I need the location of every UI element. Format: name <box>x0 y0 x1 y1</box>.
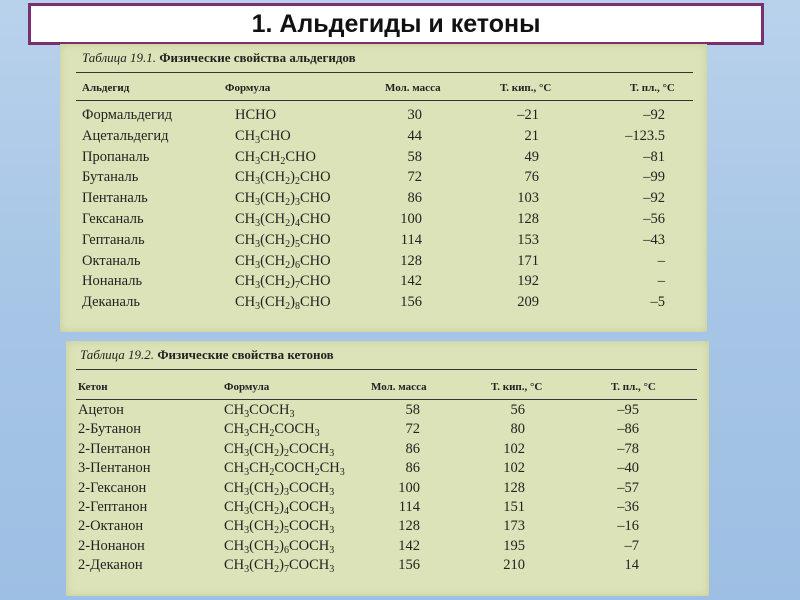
boiling-point-cell: 128 <box>517 211 539 227</box>
table-caption-text: Физические свойства кетонов <box>157 347 334 362</box>
molar-mass-cell: 142 <box>398 537 420 554</box>
melting-point-cell: –92 <box>643 107 665 123</box>
boiling-point-cell: 102 <box>503 440 525 457</box>
formula-cell: $CH_3(CH_2)_2COCH_3$ <box>224 440 335 459</box>
boiling-point-cell: 210 <box>503 557 525 574</box>
formula-cell: $CH_3(CH_2)_3CHO$ <box>235 190 331 209</box>
substance-name: 2-Бутанон <box>78 421 142 438</box>
boiling-point-cell: –21 <box>517 107 539 123</box>
molar-mass-cell: 142 <box>400 273 422 290</box>
melting-point-cell: 14 <box>624 557 639 574</box>
header-boiling-point: Т. кип., °С <box>500 82 552 94</box>
melting-point-cell: –16 <box>617 518 639 535</box>
molar-mass-cell: 86 <box>405 440 420 457</box>
melting-point-cell: –81 <box>643 148 665 165</box>
table-caption <box>82 50 356 66</box>
slide-title: 1. Альдегиды и кетоны <box>251 9 541 38</box>
formula-cell: $CH_3(CH_2)_5COCH_3$ <box>224 518 335 537</box>
slide-title-box <box>28 3 764 45</box>
substance-name: 2-Нонанон <box>78 537 145 554</box>
boiling-point-cell: 56 <box>510 402 525 418</box>
melting-point-cell: –7 <box>624 537 639 554</box>
boiling-point-cell: 171 <box>517 252 539 269</box>
top-rule <box>76 369 697 370</box>
header-mass: Мол. масса <box>371 381 427 393</box>
molar-mass-cell: 86 <box>407 190 422 207</box>
header-boiling-point: Т. кип., °С <box>491 381 543 393</box>
melting-point-cell: –99 <box>643 169 665 186</box>
header-melting-point: Т. пл., °С <box>611 381 656 393</box>
substance-name: Формальдегид <box>82 107 173 123</box>
melting-point-cell: –5 <box>650 294 665 311</box>
table-number: Таблица 19.2. <box>80 347 155 362</box>
formula-cell: $CH_3CH_2COCH_3$ <box>224 421 320 440</box>
substance-name: 2-Деканон <box>78 557 143 574</box>
formula-cell: $CH_3(CH_2)_3COCH_3$ <box>224 479 335 498</box>
substance-name: Ацетальдегид <box>82 127 169 144</box>
header-rule <box>76 100 693 101</box>
molar-mass-cell: 58 <box>405 402 420 418</box>
formula-cell: $CH_3CHO$ <box>235 127 291 146</box>
formula-cell: HCHO <box>235 107 277 123</box>
boiling-point-cell: 21 <box>524 127 539 144</box>
boiling-point-cell: 80 <box>510 421 525 438</box>
table-number: Таблица 19.1. <box>82 50 157 65</box>
melting-point-cell: –57 <box>617 479 639 496</box>
molar-mass-cell: 44 <box>407 127 422 144</box>
boiling-point-cell: 195 <box>503 537 525 554</box>
formula-cell: $CH_3(CH_2)_5CHO$ <box>235 231 331 250</box>
melting-point-cell: –78 <box>617 440 639 457</box>
formula-cell: $CH_3(CH_2)_4CHO$ <box>235 211 331 229</box>
melting-point-cell: – <box>657 273 665 290</box>
top-rule <box>76 72 693 73</box>
molar-mass-cell: 156 <box>400 294 422 311</box>
boiling-point-cell: 49 <box>524 148 539 165</box>
molar-mass-cell: 58 <box>407 148 422 165</box>
substance-name: Пентаналь <box>82 190 148 207</box>
boiling-point-cell: 209 <box>517 294 539 311</box>
molar-mass-cell: 114 <box>400 231 422 248</box>
molar-mass-cell: 114 <box>398 499 420 515</box>
header-mass: Мол. масса <box>385 82 441 94</box>
formula-cell: $CH_3(CH_2)_2CHO$ <box>235 169 331 188</box>
boiling-point-cell: 173 <box>503 518 525 535</box>
molar-mass-cell: 86 <box>405 460 420 477</box>
formula-cell: $CH_3(CH_2)_6CHO$ <box>235 252 331 271</box>
ketones-table <box>66 341 709 596</box>
formula-cell: $CH_3CH_2COCH_2CH_3$ <box>224 460 345 479</box>
melting-point-cell: – <box>657 252 665 269</box>
substance-name: Гептаналь <box>82 231 145 248</box>
melting-point-cell: –56 <box>643 211 665 227</box>
header-substance: Альдегид <box>82 82 130 94</box>
molar-mass-cell: 100 <box>398 479 420 496</box>
aldehydes-table <box>60 44 707 332</box>
molar-mass-cell: 128 <box>398 518 420 535</box>
substance-name: 3-Пентанон <box>78 460 151 477</box>
formula-cell: $CH_3(CH_2)_7COCH_3$ <box>224 557 335 576</box>
boiling-point-cell: 103 <box>517 190 539 207</box>
header-melting-point: Т. пл., °С <box>630 82 675 94</box>
table-caption-text: Физические свойства альдегидов <box>159 50 356 65</box>
substance-name: Октаналь <box>82 252 141 269</box>
substance-name: 2-Гептанон <box>78 499 148 515</box>
boiling-point-cell: 102 <box>503 460 525 477</box>
melting-point-cell: –95 <box>617 402 639 418</box>
boiling-point-cell: 76 <box>524 169 539 186</box>
melting-point-cell: –92 <box>643 190 665 207</box>
boiling-point-cell: 151 <box>503 499 525 515</box>
melting-point-cell: –123.5 <box>625 127 665 144</box>
melting-point-cell: –36 <box>617 499 639 515</box>
substance-name: Гексаналь <box>82 211 144 227</box>
molar-mass-cell: 128 <box>400 252 422 269</box>
table-caption <box>80 347 334 363</box>
formula-cell: $CH_3COCH_3$ <box>224 402 295 420</box>
substance-name: Пропаналь <box>82 148 150 165</box>
formula-cell: $CH_3CH_2CHO$ <box>235 148 316 167</box>
substance-name: Деканаль <box>82 294 140 311</box>
formula-cell: $CH_3(CH_2)_8CHO$ <box>235 294 331 313</box>
molar-mass-cell: 72 <box>407 169 422 186</box>
substance-name: Ацетон <box>78 402 124 418</box>
boiling-point-cell: 192 <box>517 273 539 290</box>
melting-point-cell: –86 <box>617 421 639 438</box>
header-rule <box>76 399 697 400</box>
molar-mass-cell: 30 <box>407 107 422 123</box>
substance-name: Нонаналь <box>82 273 143 290</box>
substance-name: 2-Октанон <box>78 518 144 535</box>
header-formula: Формула <box>224 381 270 393</box>
header-substance: Кетон <box>78 381 108 393</box>
header-formula: Формула <box>225 82 271 94</box>
boiling-point-cell: 128 <box>503 479 525 496</box>
molar-mass-cell: 100 <box>400 211 422 227</box>
formula-cell: $CH_3(CH_2)_4COCH_3$ <box>224 499 335 517</box>
molar-mass-cell: 156 <box>398 557 420 574</box>
melting-point-cell: –40 <box>617 460 639 477</box>
formula-cell: $CH_3(CH_2)_7CHO$ <box>235 273 331 292</box>
boiling-point-cell: 153 <box>517 231 539 248</box>
substance-name: 2-Гексанон <box>78 479 147 496</box>
substance-name: Бутаналь <box>82 169 139 186</box>
formula-cell: $CH_3(CH_2)_6COCH_3$ <box>224 537 335 556</box>
molar-mass-cell: 72 <box>405 421 420 438</box>
substance-name: 2-Пентанон <box>78 440 151 457</box>
melting-point-cell: –43 <box>643 231 665 248</box>
